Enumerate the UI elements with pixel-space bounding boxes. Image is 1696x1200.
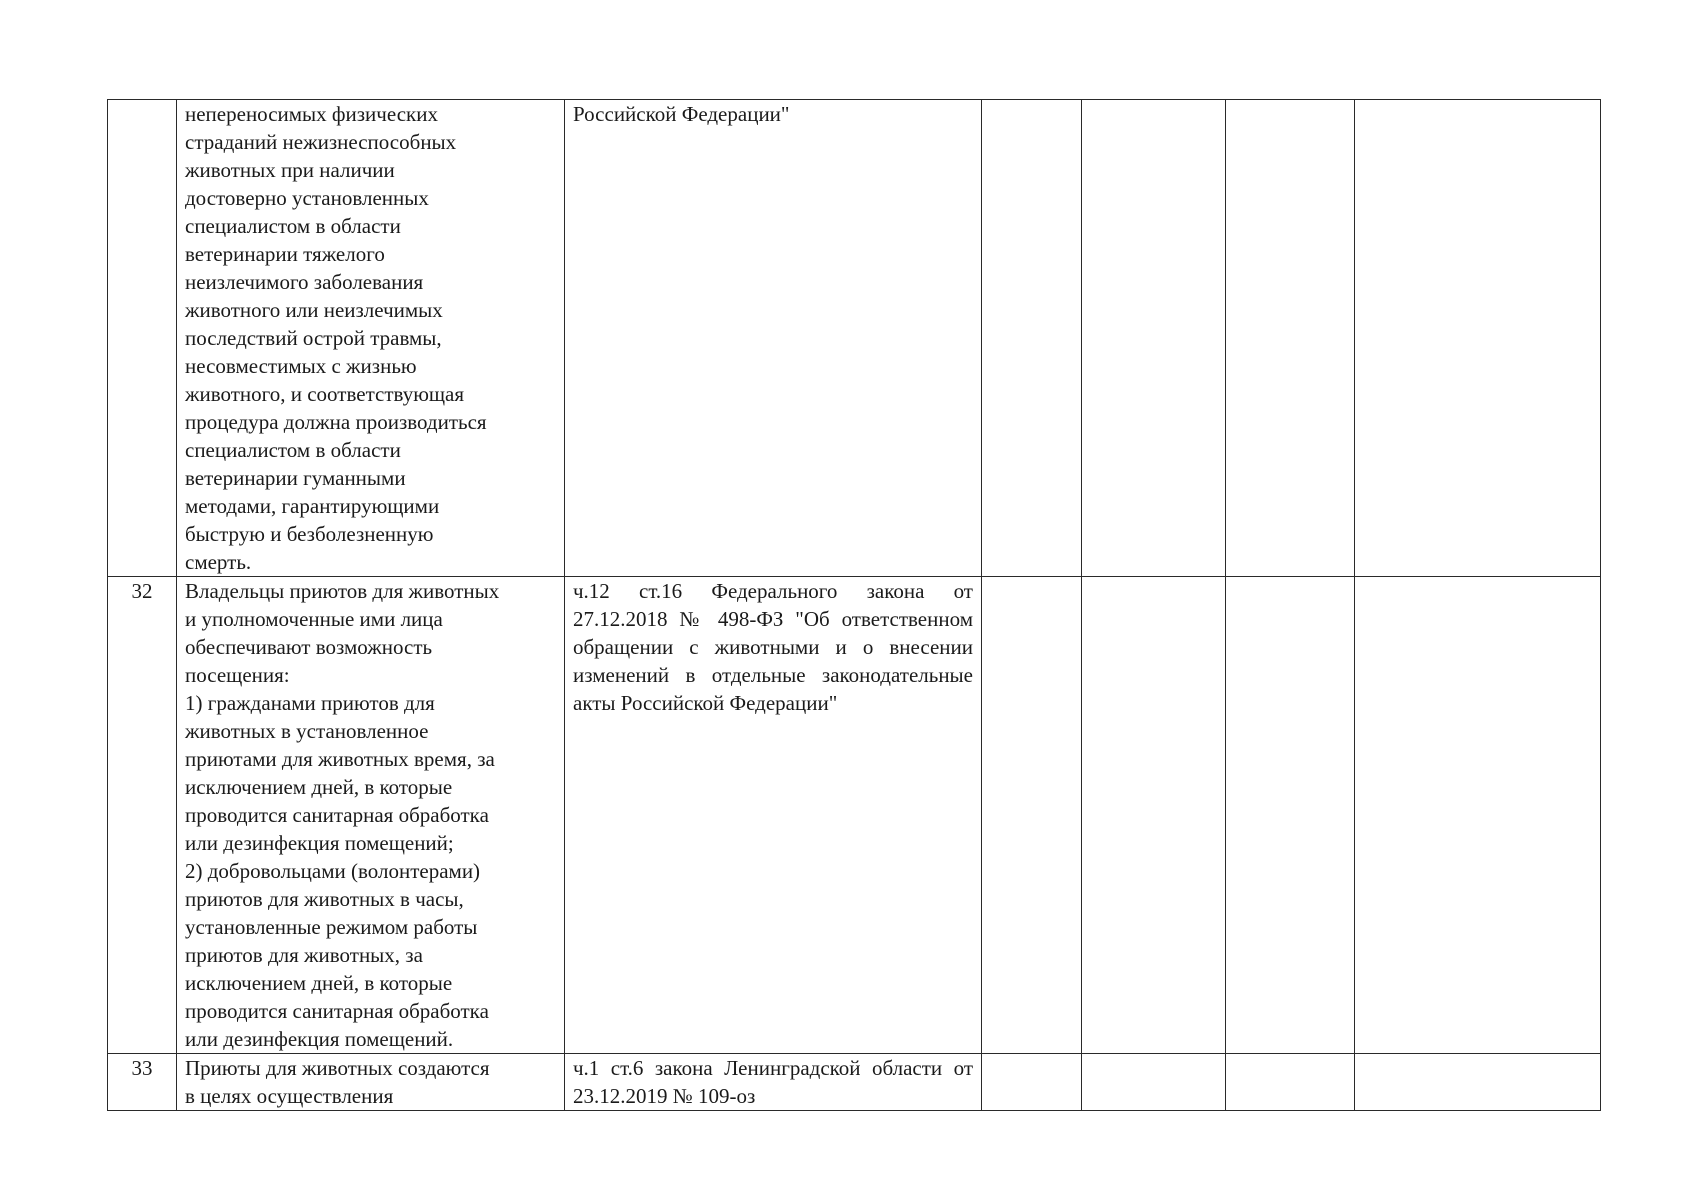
table-row bbox=[108, 1054, 1601, 1111]
requirement-text: непереносимых физических страданий нежизнеспособных животных при наличии достоверно установленных специалистом в области ветеринарии тяжелого неизлечимого заболевания животного или неизлечимых последствий острой травмы, несовместимых с жизнью животного, и соответствующая процедура должна производиться специалистом в области ветеринарии гуманными методами, гарантирующими быструю и безболезненную смерть. bbox=[177, 100, 565, 577]
table-row bbox=[108, 577, 1601, 1054]
empty-cell bbox=[982, 1054, 1082, 1111]
empty-cell bbox=[1226, 577, 1355, 1054]
row-number: 32 bbox=[108, 577, 177, 1054]
legal-reference: ч.1 ст.6 закона Ленинградской области от 23.12.2019 № 109-оз bbox=[565, 1054, 982, 1111]
requirement-text: Владельцы приютов для животных и уполномоченные ими лица обеспечивают возможность посещения: 1) гражданами приютов для животных в установленное приютами для животных время, за исключением дней, в которые проводится санитарная обработка или дезинфекция помещений; 2) добровольцами (волонтерами) приютов для животных в часы, установленные режимом работы приютов для животных, за исключением дней, в которые проводится санитарная обработка или дезинфекция помещений. bbox=[177, 577, 565, 1054]
empty-cell bbox=[1355, 1054, 1601, 1111]
empty-cell bbox=[982, 577, 1082, 1054]
empty-cell bbox=[1082, 577, 1226, 1054]
requirements-table bbox=[107, 99, 1601, 1111]
row-number bbox=[108, 100, 177, 577]
empty-cell bbox=[1226, 100, 1355, 577]
legal-reference: Российской Федерации" bbox=[565, 100, 982, 577]
empty-cell bbox=[982, 100, 1082, 577]
table-row bbox=[108, 100, 1601, 577]
empty-cell bbox=[1355, 577, 1601, 1054]
empty-cell bbox=[1355, 100, 1601, 577]
requirement-text: Приюты для животных создаются в целях осуществления bbox=[177, 1054, 565, 1111]
legal-reference: ч.12 ст.16 Федерального закона от 27.12.2018 № 498-ФЗ "Об ответственном обращении с животными и о внесении изменений в отдельные законодательные акты Российской Федерации" bbox=[565, 577, 982, 1054]
empty-cell bbox=[1082, 1054, 1226, 1111]
row-number: 33 bbox=[108, 1054, 177, 1111]
empty-cell bbox=[1082, 100, 1226, 577]
empty-cell bbox=[1226, 1054, 1355, 1111]
